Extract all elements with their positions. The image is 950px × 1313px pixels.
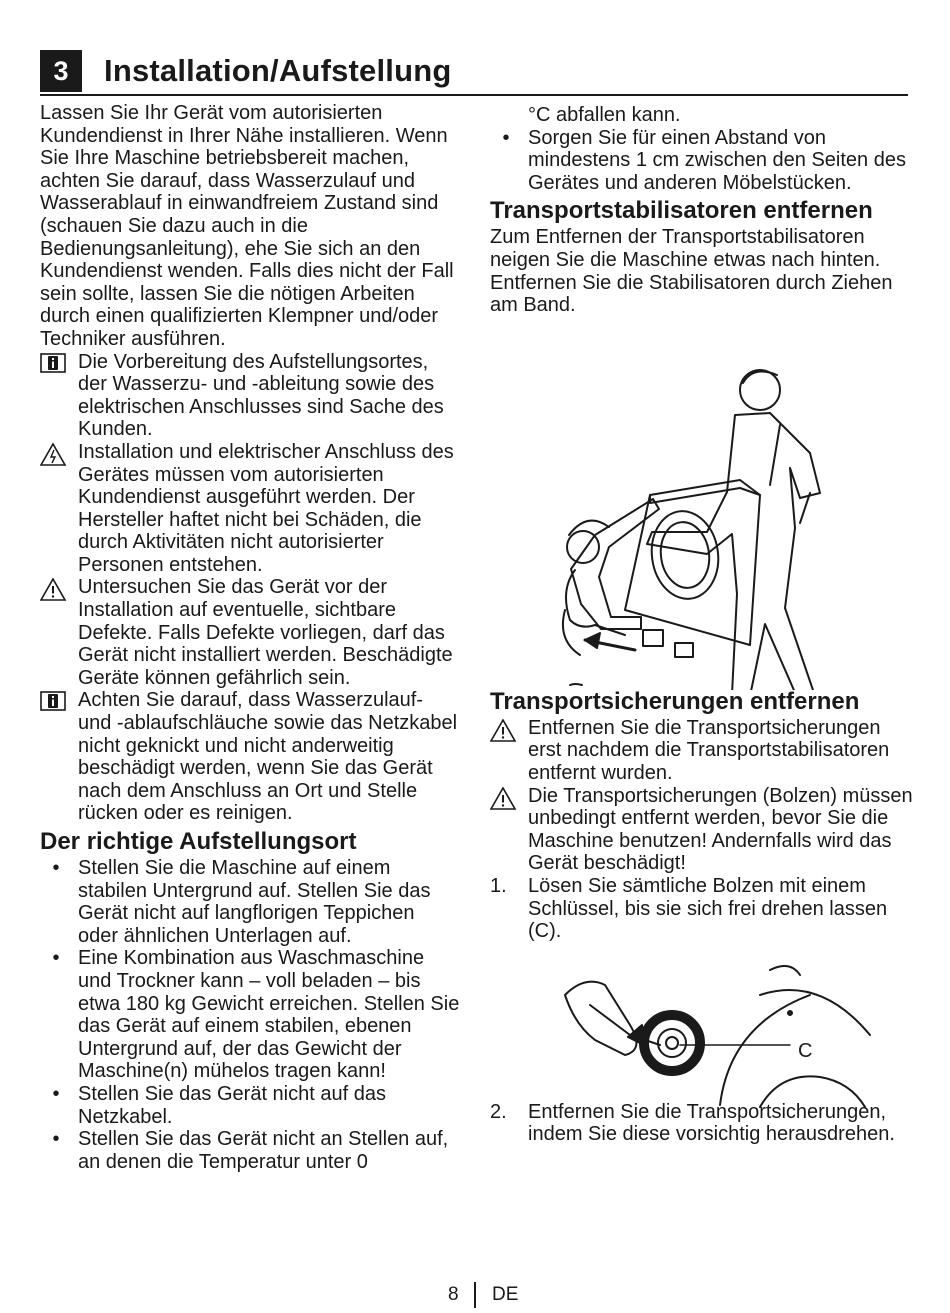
- warning-text: Die Transportsicherungen (Bolzen) müssen unbedingt entfernt werden, bevor Sie die Maschine benutzen! Andernfalls wird das Gerät beschädigt!: [528, 784, 913, 875]
- note-text: Untersuchen Sie das Gerät vor der Installation auf eventuelle, sichtbare Defekte. Falls Defekte vorliegen, darf das Gerät nicht installiert werden. Beschädigte Geräte können gefährlich sein.: [78, 576, 453, 689]
- chapter-header: [40, 48, 908, 96]
- note-item: [40, 689, 460, 825]
- list-item: [40, 1083, 460, 1128]
- continuation-text: °C abfallen kann.: [528, 104, 681, 126]
- list-item-text: Stellen Sie das Gerät nicht an Stellen auf, an denen die Temperatur unter 0: [78, 1128, 449, 1173]
- left-column: [40, 102, 460, 1173]
- list-item-text: Stellen Sie die Maschine auf einem stabilen Untergrund auf. Stellen Sie das Gerät nicht auf langflorigen Teppichen oder ähnlichen Unterlagen auf.: [78, 857, 431, 947]
- bolt-removal-illustration: [560, 965, 880, 1110]
- bullet-marker: •: [52, 857, 60, 879]
- step-number: 2.: [490, 1100, 507, 1123]
- stabilizer-paragraph: Zum Entfernen der Transportstabilisatoren neigen Sie die Maschine etwas nach hinten. Entfernen Sie die Stabilisatoren durch Ziehen am Band.: [490, 226, 893, 317]
- step-text: Entfernen Sie die Transportsicherungen, indem Sie diese vorsichtig herausdrehen.: [528, 1100, 895, 1146]
- info-icon: [40, 351, 78, 441]
- list-item: [40, 1128, 460, 1173]
- stabilizer-removal-illustration: [555, 355, 845, 690]
- step-item: [490, 875, 914, 943]
- note-item: [40, 351, 460, 441]
- electric-warning-icon: [40, 441, 78, 577]
- person-head: [740, 370, 780, 410]
- step-text: Lösen Sie sämtliche Bolzen mit einem Schlüssel, bis sie sich frei drehen lassen (C).: [528, 874, 888, 943]
- warning-item: [490, 717, 914, 785]
- note-item: [40, 576, 460, 689]
- footer-divider: [474, 1282, 476, 1308]
- page-number: 8: [448, 1284, 459, 1305]
- bullet-marker: •: [52, 947, 60, 970]
- warning-item: [490, 785, 914, 875]
- bolt-head: [666, 1037, 678, 1049]
- list-item-text: Stellen Sie das Gerät nicht auf das Netzkabel.: [78, 1082, 386, 1128]
- note-text: Installation und elektrischer Anschluss des Gerätes müssen vom autorisierten Kundendienst ausgeführt werden. Der Hersteller haftet nicht bei Schäden, die durch Aktivitäten nicht autorisierter Personen entstehen.: [78, 440, 454, 576]
- page-footer: [0, 1282, 950, 1310]
- hand-with-wrench: [565, 982, 636, 1055]
- note-text: Die Vorbereitung des Aufstellungsortes, der Wasserzu- und -ableitung sowie des elektrischen Anschlusses sind Sache des Kunden.: [78, 350, 444, 441]
- list-item-continuation: [490, 104, 914, 127]
- bullet-marker: •: [502, 126, 510, 149]
- chapter-number-badge: 3: [40, 50, 82, 92]
- location-heading: Der richtige Aufstellungsort: [40, 828, 357, 855]
- warning-text: Entfernen Sie die Transportsicherungen erst nachdem die Transportstabilisatoren entfernt wurden.: [528, 716, 890, 784]
- bolts-heading: Transportsicherungen entfernen: [490, 687, 860, 715]
- intro-paragraph: Lassen Sie Ihr Gerät vom autorisierten Kundendienst in Ihrer Nähe installieren. Wenn Sie Ihre Maschine betriebsbereit machen, achten Sie darauf, dass Wasserzulauf und Wasserablauf in einwandfreiem Zustand sind (schauen Sie dazu auch in die Bedienungsanleitung), ehe Sie sich an den Kundendienst wenden. Falls dies nicht der Fall sein sollte, lassen Sie die nötigen Arbeiten durch einen qualifizierten Klempner und/oder Techniker ausführen.: [40, 102, 454, 350]
- bolt-label-c: C: [798, 1040, 813, 1062]
- warning-icon: [490, 717, 528, 785]
- list-item: [490, 127, 914, 195]
- bullet-marker: •: [52, 1082, 60, 1105]
- bullet-marker: •: [52, 1128, 60, 1151]
- language-code: DE: [492, 1284, 519, 1305]
- list-item-text: Eine Kombination aus Waschmaschine und Trockner kann – voll beladen – bis etwa 180 kg Gewicht erreichen. Stellen Sie das Gerät auf einem stabilen, ebenen Untergrund auf, der das Gewicht der Maschine(n) mühelos tragen kann!: [78, 947, 460, 1083]
- note-text: Achten Sie darauf, dass Wasserzulauf- und -ablaufschläuche sowie das Netzkabel nicht geknickt und nicht anderweitig beschädigt werden, wenn Sie das Gerät nach dem Anschluss an Ort und Stelle rücken oder es reinigen.: [78, 689, 458, 825]
- note-item: [40, 441, 460, 577]
- list-item: [40, 947, 460, 1083]
- step-number: 1.: [490, 874, 507, 897]
- page-title: Installation/Aufstellung: [104, 53, 452, 88]
- list-item-text: Sorgen Sie für einen Abstand von mindestens 1 cm zwischen den Seiten des Gerätes und anderen Möbelstücken.: [528, 126, 906, 194]
- warning-icon: [490, 785, 528, 875]
- stabilizer-heading: Transportstabilisatoren entfernen: [490, 197, 873, 225]
- info-icon: [40, 689, 78, 825]
- list-item: [40, 857, 460, 947]
- warning-icon: [40, 576, 78, 689]
